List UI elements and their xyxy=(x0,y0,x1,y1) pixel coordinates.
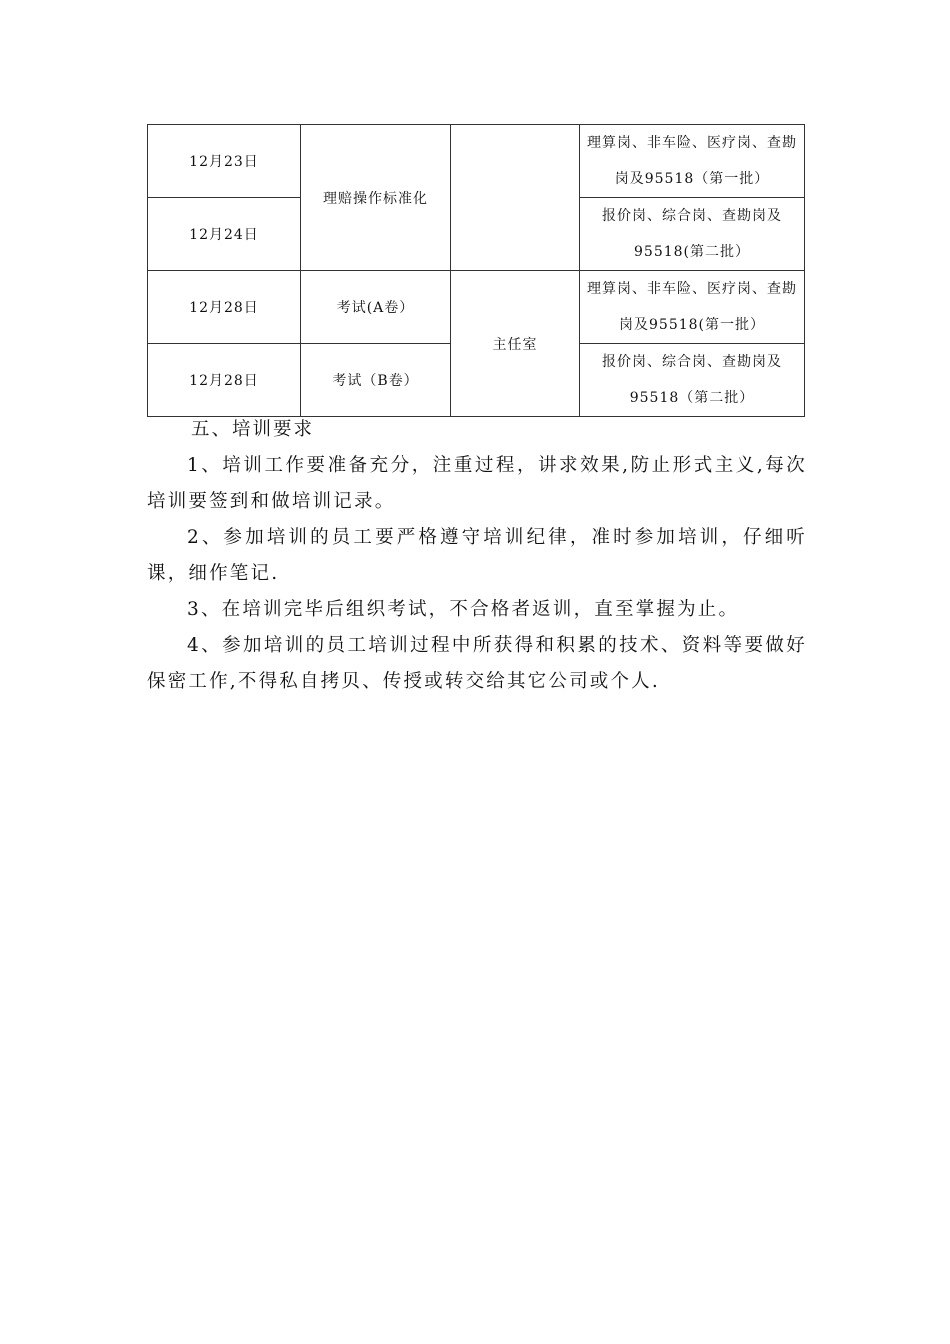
requirement-item: 3、在培训完毕后组织考试，不合格者返训，直至掌握为止。 xyxy=(187,599,740,620)
audience-cell: 报价岗、综合岗、查勘岗及95518（第二批） xyxy=(580,344,805,417)
training-requirements-section xyxy=(147,412,807,700)
table-row xyxy=(148,125,805,198)
date-cell: 12月28日 xyxy=(148,271,301,344)
training-schedule-table xyxy=(147,124,805,417)
requirement-item: 4、参加培训的员工培训过程中所获得和积累的技术、资料等要做好保密工作,不得私自拷贝、传授或转交给其它公司或个人. xyxy=(147,635,807,692)
location-cell xyxy=(451,125,580,271)
table-row xyxy=(148,271,805,344)
date-cell: 12月23日 xyxy=(148,125,301,198)
date-cell: 12月28日 xyxy=(148,344,301,417)
audience-cell: 理算岗、非车险、医疗岗、查勘岗及95518(第一批） xyxy=(580,271,805,344)
location-cell: 主任室 xyxy=(451,271,580,417)
audience-cell: 报价岗、综合岗、查勘岗及95518(第二批） xyxy=(580,198,805,271)
content-cell: 考试(A卷） xyxy=(301,271,451,344)
audience-cell: 理算岗、非车险、医疗岗、查勘岗及95518（第一批） xyxy=(580,125,805,198)
content-cell: 理赔操作标准化 xyxy=(301,125,451,271)
requirement-item: 2、参加培训的员工要严格遵守培训纪律，准时参加培训，仔细听课，细作笔记. xyxy=(147,527,807,584)
requirement-item: 1、培训工作要准备充分，注重过程，讲求效果,防止形式主义,每次培训要签到和做培训记录。 xyxy=(147,455,807,512)
content-cell: 考试（B卷） xyxy=(301,344,451,417)
section-heading: 五、培训要求 xyxy=(191,419,315,440)
date-cell: 12月24日 xyxy=(148,198,301,271)
